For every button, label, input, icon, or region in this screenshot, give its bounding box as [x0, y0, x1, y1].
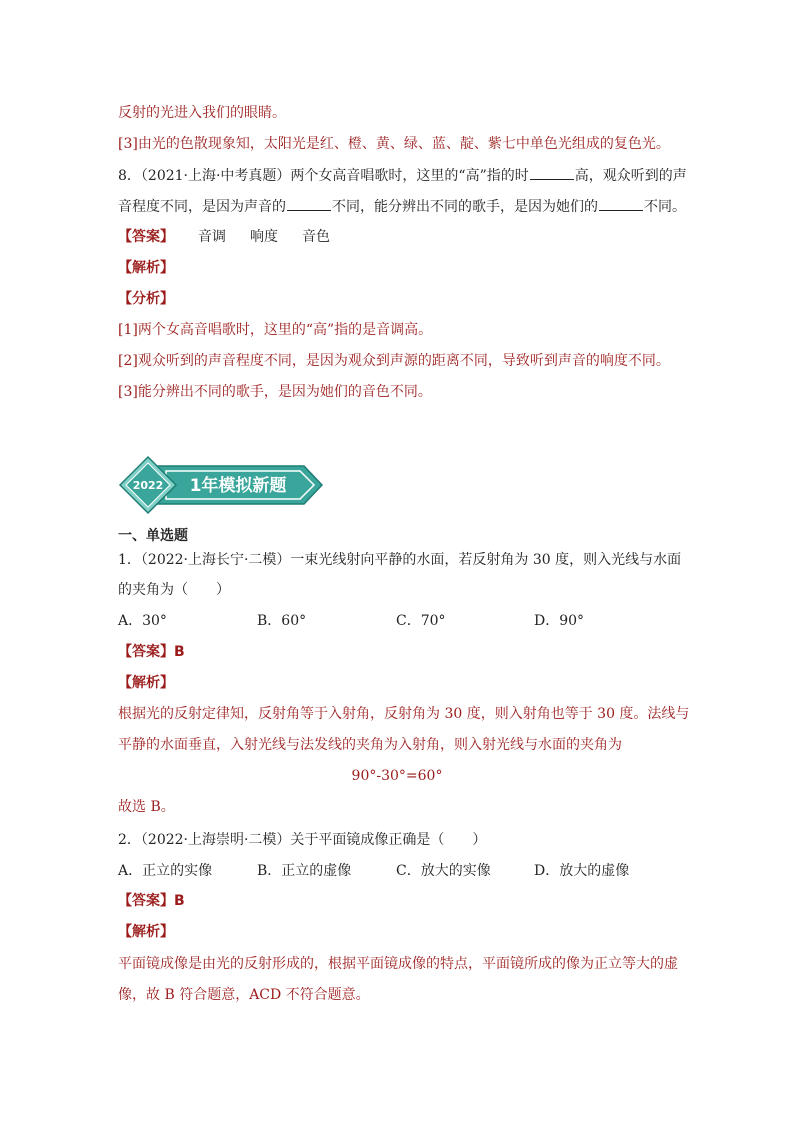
section-title: 一、单选题	[118, 528, 188, 544]
q2-answer: 【答案】B	[118, 893, 185, 909]
q2-analysis-label: 【解析】	[118, 924, 174, 940]
q8-answer-1: 音调	[198, 229, 226, 245]
intro-line-2: [3]由光的色散现象知，太阳光是红、橙、黄、绿、蓝、靛、紫七中单色光组成的复色光。	[118, 136, 670, 152]
q1-analysis-label: 【解析】	[118, 675, 174, 691]
q8-blank-1	[530, 165, 574, 180]
q8-answer-row	[118, 227, 330, 247]
q2-stem: 2．（2022·上海崇明·二模）关于平面镜成像正确是（ ）	[118, 832, 487, 848]
q1-explain-2: 平静的水面垂直，入射光线与法发线的夹角为入射角，则入射光线与水面的夹角为	[118, 737, 622, 753]
q8-stem-line-1	[118, 165, 687, 186]
q1-option-c: C．70°	[396, 613, 446, 629]
q8-stem-2c: 不同。	[644, 199, 686, 215]
banner-year: 2022	[132, 479, 164, 492]
q8-stem-line-2	[118, 196, 686, 217]
q1-answer: 【答案】B	[118, 644, 185, 660]
q8-fenxi-label: 【分析】	[118, 291, 174, 307]
q1-explain-1: 根据光的反射定律知，反射角等于入射角，反射角为 30 度，则入射角也等于 30 度。法线与	[118, 706, 690, 722]
q8-analysis-label: 【解析】	[118, 260, 174, 276]
q1-conclusion: 故选 B。	[118, 799, 175, 815]
q8-answer-3: 音色	[302, 229, 330, 245]
intro-line-1: 反射的光进入我们的眼睛。	[118, 105, 286, 121]
q2-explain-2: 像，故 B 符合题意，ACD 不符合题意。	[118, 987, 370, 1003]
q1-option-d: D．90°	[534, 613, 585, 629]
q1-formula: 90°-30°=60°	[351, 768, 443, 784]
q2-option-c: C．放大的实像	[396, 863, 491, 879]
q8-explain-2: [2]观众听到的声音程度不同，是因为观众到声源的距离不同，导致听到声音的响度不同。	[118, 353, 670, 369]
q8-explain-1: [1]两个女高音唱歌时，这里的“高”指的是音调高。	[118, 322, 433, 338]
q2-option-a: A．正立的实像	[118, 863, 213, 879]
q1-stem-line-1: 1．（2022·上海长宁·二模）一束光线射向平静的水面，若反射角为 30 度，则入光线与水面	[118, 552, 682, 568]
q8-answer-label: 【答案】	[118, 229, 174, 245]
q8-stem-2b: 不同，能分辨出不同的歌手，是因为她们的	[332, 199, 598, 215]
section-banner	[118, 455, 330, 515]
q8-blank-2	[287, 196, 331, 211]
q8-stem-1b: 高，观众听到的声	[574, 168, 687, 184]
q2-option-d: D．放大的虚像	[534, 863, 630, 879]
q8-explain-3: [3]能分辨出不同的歌手，是因为她们的音色不同。	[118, 384, 432, 400]
q1-stem-line-2: 的夹角为（ ）	[118, 582, 230, 598]
q8-stem-1a: 8．（2021·上海·中考真题）两个女高音唱歌时，这里的“高”指的时	[118, 168, 529, 184]
q8-blank-3	[599, 196, 643, 211]
q2-explain-1: 平面镜成像是由光的反射形成的，根据平面镜成像的特点，平面镜所成的像为正立等大的虚	[118, 956, 678, 972]
q8-answer-2: 响度	[250, 229, 278, 245]
q1-option-a: A．30°	[118, 613, 167, 629]
q1-option-b: B．60°	[257, 613, 307, 629]
q2-option-b: B．正立的虚像	[257, 863, 352, 879]
banner-title: 1年模拟新题	[189, 476, 287, 496]
q8-stem-2a: 音程度不同，是因为声音的	[118, 199, 286, 215]
